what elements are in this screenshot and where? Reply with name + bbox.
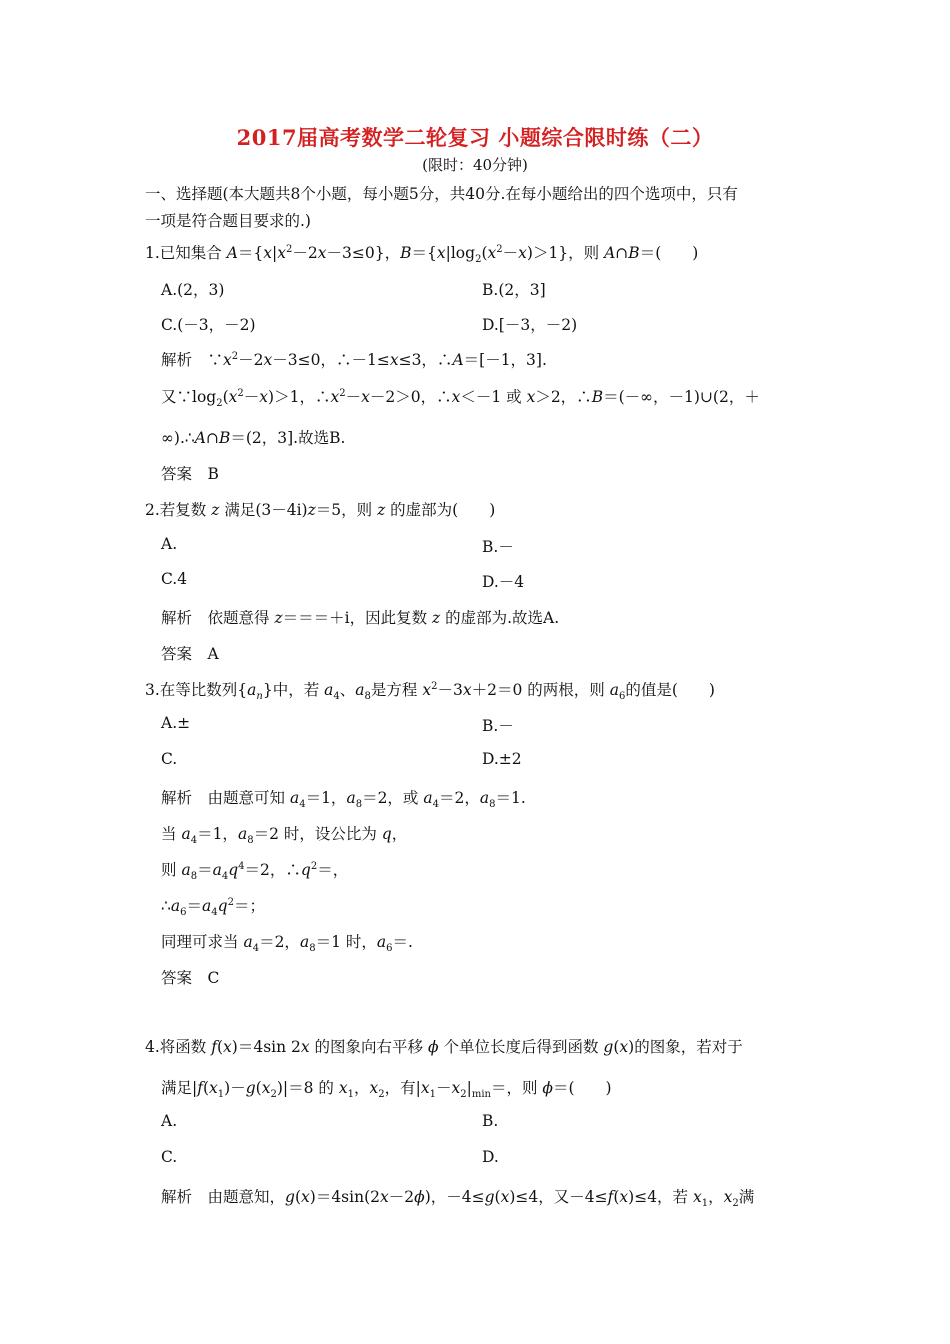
question-2-option-c: C.4 — [161, 570, 188, 588]
question-1-solution-3: ∞).∴A∩B＝(2，3].故选B. — [161, 429, 346, 447]
question-3-solution: 解析 由题意可知 $a_4=1$，$a_8=2$，或 $a_4=2$，$a_8=1$. — [161, 789, 526, 811]
question-2-stem: 2.若复数 z 满足(3－4i)z＝5，则 z 的虚部为( ) — [145, 501, 496, 519]
question-1-stem: 1.已知集合 $A=\{x|x^2-2x-3\le 0\}$，$B=\{x|\log_2(x^2-x)>1\}$，则 A∩B＝( ) — [145, 243, 699, 266]
question-3-option-c: C. — [161, 750, 178, 768]
question-3-solution-3: 则 $a_8=a_4q^4=2$，$\therefore q^2=$， — [161, 860, 349, 883]
question-1-option-c: C.(－3，－2) — [161, 316, 256, 334]
section-instructions-cont: 一项是符合题目要求的.) — [145, 212, 311, 230]
question-3-solution-2: 当 $a_4=1$，$a_8=2$ 时，设公比为 q， — [161, 825, 408, 847]
question-1-option-b: B.(2，3] — [482, 281, 546, 299]
question-2-option-d: D.－4 — [482, 573, 525, 591]
section-instructions: 一、选择题(本大题共8个小题，每小题5分，共40分.在每小题给出的四个选项中，只有 — [145, 185, 738, 203]
question-1-solution-2: 又$\because\log_2(x^2-x)>1$，$\therefore x^2-x-2>0$，∴x＜－1 或 x＞2，∴B＝(－∞，－1)∪(2，＋ — [161, 387, 760, 410]
question-4-stem-2: 满足$|f(x_1)-g(x_2)|=8$ 的 $x_1$，$x_2$，有$|x_1-x_2|_{min}=$，则 ϕ＝( ) — [161, 1079, 612, 1101]
question-1-solution: 解析 $\because x^2-2x-3\le 0$，∴－1≤x≤3，∴A＝[－1，3]. — [161, 350, 547, 369]
time-limit: (限时：40分钟) — [422, 156, 528, 174]
question-3-answer: 答案 C — [161, 969, 220, 987]
question-2-option-a: A. — [161, 535, 178, 553]
question-4-option-c: C. — [161, 1148, 178, 1166]
question-3-option-a: A.± — [161, 714, 191, 732]
question-4-stem: 4.将函数 f(x)＝4sin 2x 的图象向右平移 ϕ 个单位长度后得到函数 g(x)的图象，若对于 — [145, 1038, 743, 1056]
question-2-answer: 答案 A — [161, 645, 219, 663]
question-3-option-b: B.－ — [482, 717, 514, 735]
question-4-option-b: B. — [482, 1112, 499, 1130]
question-3-option-d: D.±2 — [482, 750, 522, 768]
page-title: 2017届高考数学二轮复习 小题综合限时练（二） — [236, 125, 714, 150]
question-1-option-d: D.[－3，－2) — [482, 316, 578, 334]
question-1-option-a: A.(2，3) — [161, 281, 225, 299]
question-1-answer: 答案 B — [161, 465, 219, 483]
question-3-solution-5: 同理可求当 $a_4=2$，$a_8=1$ 时，$a_6=$. — [161, 933, 413, 955]
question-4-option-d: D. — [482, 1148, 499, 1166]
question-2-option-b: B.－ — [482, 538, 514, 556]
question-3-stem: 3.在等比数列$\{a_n\}$中，若 $a_4$、$a_8$是方程 $x^2-3x+2=0$ 的两根，则 $a_6$的值是( ) — [145, 680, 715, 703]
question-3-solution-4: $\therefore a_6=a_4q^2=$； — [161, 896, 265, 919]
question-4-option-a: A. — [161, 1112, 178, 1130]
question-4-solution: 解析 由题意知，g(x)＝4sin(2x－2ϕ)，－4≤g(x)≤4，又－4≤f(x)≤4，若 $x_1$，$x_2$满 — [161, 1188, 755, 1210]
question-2-solution: 解析 依题意得 z＝＝＝＋i，因此复数 z 的虚部为.故选A. — [161, 609, 560, 627]
